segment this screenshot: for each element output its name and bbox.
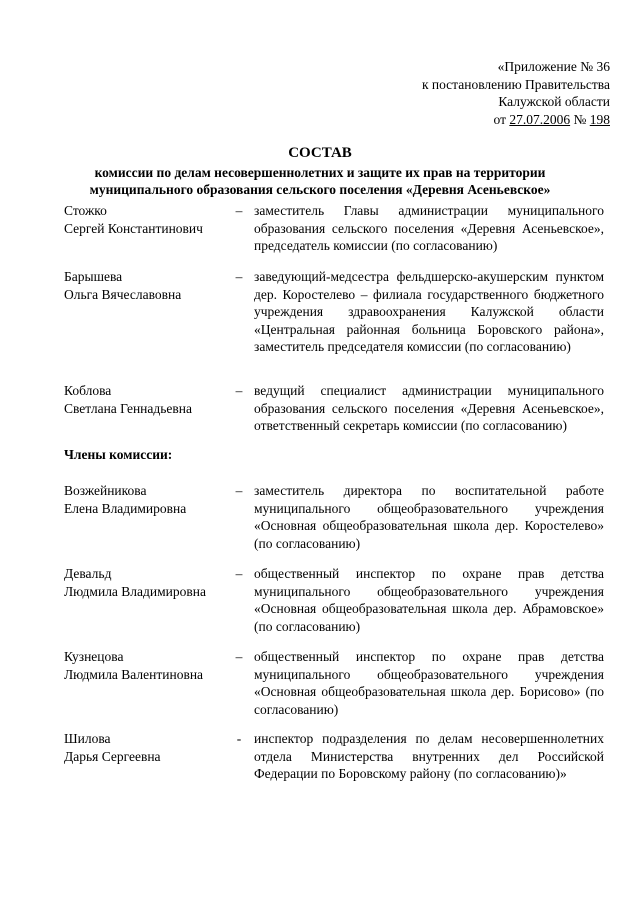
given-names: Дарья Сергеевна [64,748,161,764]
date-prefix: от [493,111,510,127]
person-role: заместитель директора по воспитательной работе муниципального общеобразовательного учреждения «Основная общеобразовательная школа дер. Коростелево» (по согласованию) [254,483,604,551]
person-role: ведущий специалист администрации муниципального образования сельского поселения «Деревня Асеньевское», ответственный секретарь комиссии (по согласованию) [254,383,604,433]
surname: Возжейникова [64,483,147,498]
surname: Кузнецова [64,649,124,664]
person-role: заведующий-медсестра фельдшерско-акушерским пунктом дер. Коростелево – филиала государственного бюджетного учреждения здравоохранения Калужской области «Центральная районная больница Боровского района», заместитель председателя комиссии (по согласованию) [254,269,604,354]
given-names: Людмила Владимировна [64,583,206,599]
dash: – [235,649,243,664]
given-names: Светлана Геннадьевна [64,400,192,416]
dash: – [235,269,243,284]
appendix-resolution: к постановлению Правительства [421,76,610,92]
title-line-1: комиссии по делам несовершеннолетних и защите их прав на территории [94,165,546,180]
person-role: заместитель Главы администрации муниципального образования сельского поселения «Деревня Асеньевское», председатель комиссии (по согласованию) [254,203,604,253]
appendix-header [422,58,610,128]
title-main: СОСТАВ [288,145,352,161]
title-line-2: муниципального образования сельского поселения «Деревня Асеньевское» [89,182,551,197]
dash: – [235,203,243,218]
dash: – [235,483,243,498]
person-name [64,202,234,237]
person-name [64,648,234,683]
surname: Стожко [64,203,107,218]
resolution-date: 27.07.2006 [509,111,571,127]
person-name [64,268,234,303]
person-name [64,382,234,417]
surname: Барышева [64,269,123,284]
surname: Шилова [64,731,111,746]
given-names: Елена Владимировна [64,500,187,516]
appendix-region: Калужской области [498,94,610,109]
resolution-number: 198 [589,111,610,127]
appendix-date-line [422,111,610,129]
document-title [0,144,640,198]
surname: Коблова [64,383,112,398]
appendix-number: «Приложение № 36 [497,59,610,74]
members-heading: Члены комиссии: [64,447,173,462]
dash: - [236,731,242,746]
surname: Девальд [64,566,112,581]
number-prefix: № [570,111,590,127]
person-role: общественный инспектор по охране прав детства муниципального общеобразовательного учреждения «Основная общеобразовательная школа дер. Абрамовское» (по согласованию) [254,566,604,634]
dash: – [235,566,243,581]
given-names: Сергей Константинович [64,220,203,236]
person-role: инспектор подразделения по делам несовершеннолетних отдела Министерства внутренних дел Российской Федерации по Боровскому району (по согласованию)» [254,731,604,781]
given-names: Людмила Валентиновна [64,666,204,682]
person-name [64,482,234,517]
person-name [64,730,234,765]
person-role: общественный инспектор по охране прав детства муниципального общеобразовательного учреждения «Основная общеобразовательная школа дер. Борисово» (по согласованию) [254,649,604,717]
given-names: Ольга Вячеславовна [64,286,182,302]
person-name [64,565,234,600]
dash: – [235,383,243,398]
